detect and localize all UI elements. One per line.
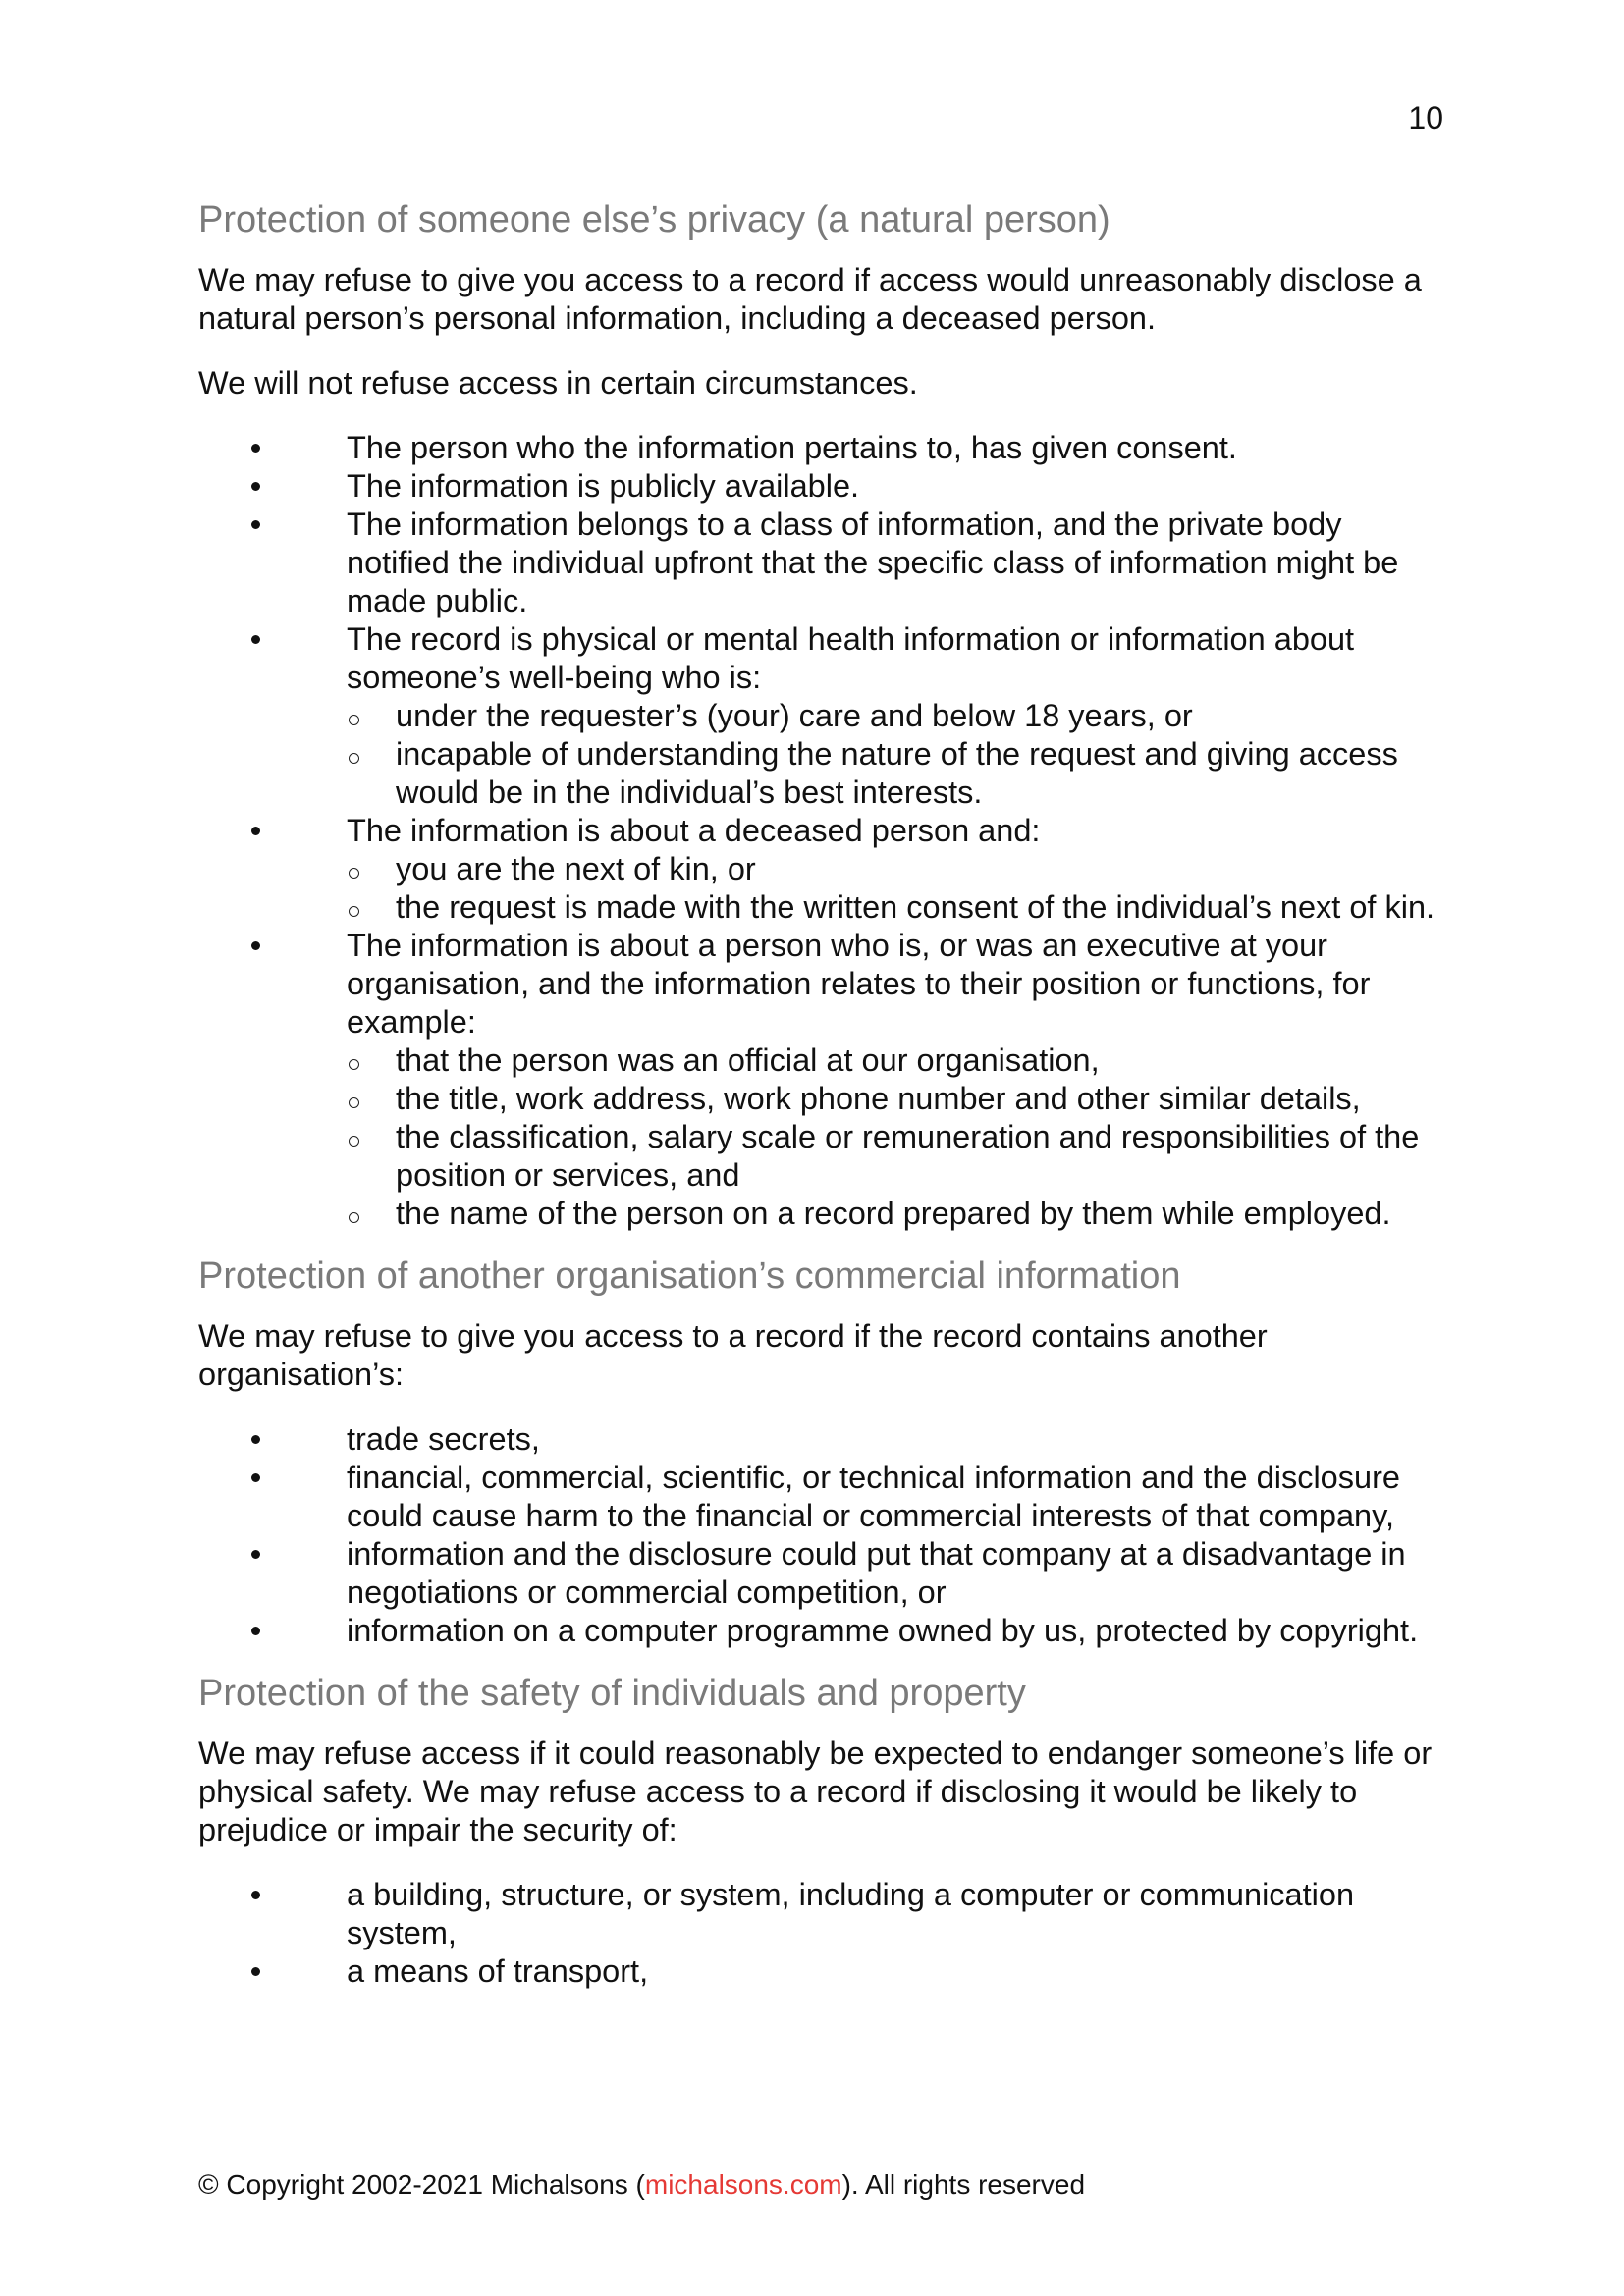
list-item xyxy=(198,1876,1445,1952)
section-privacy xyxy=(198,196,1445,1233)
bullet-list xyxy=(198,1420,1445,1650)
page-number: 10 xyxy=(1408,100,1443,135)
bullet-icon xyxy=(251,520,260,529)
paragraph: We will not refuse access in certain circumstances. xyxy=(198,365,918,400)
sub-list-item-text: the name of the person on a record prepared by them while employed. xyxy=(396,1196,1391,1231)
list-item xyxy=(198,1952,1445,1991)
circle-bullet-icon xyxy=(349,1097,359,1108)
sub-list-item xyxy=(347,1195,1445,1233)
bullet-icon xyxy=(251,827,260,835)
list-item xyxy=(198,620,1445,812)
list-item-text: trade secrets, xyxy=(347,1421,540,1457)
bullet-list xyxy=(198,1876,1445,1991)
list-item xyxy=(198,506,1445,620)
sub-list-item-text: you are the next of kin, or xyxy=(396,851,756,886)
sub-list-item-text: incapable of understanding the nature of the request and giving access would be in the individual’s best interests. xyxy=(396,736,1398,810)
list-item xyxy=(198,1420,1445,1459)
bullet-list xyxy=(198,429,1445,1233)
sub-list-item xyxy=(347,1080,1445,1118)
bullet-icon xyxy=(251,635,260,644)
list-item-text: a building, structure, or system, including a computer or communication system, xyxy=(347,1877,1355,1950)
bullet-icon xyxy=(251,482,260,491)
paragraph: We may refuse access if it could reasonably be expected to endanger someone’s life or physical safety. We may refuse access to a record if disclosing it would be likely to prejudice or impair the security of: xyxy=(198,1735,1433,1847)
bullet-icon xyxy=(251,1891,260,1899)
bullet-icon xyxy=(251,1550,260,1559)
sub-list-item-text: that the person was an official at our organisation, xyxy=(396,1042,1100,1078)
section-heading: Protection of the safety of individuals and property xyxy=(198,1673,1026,1714)
list-item xyxy=(198,429,1445,467)
circle-bullet-icon xyxy=(349,1059,359,1070)
bullet-icon xyxy=(251,1967,260,1976)
sub-list-item xyxy=(347,888,1445,927)
sub-list xyxy=(347,697,1445,812)
circle-bullet-icon xyxy=(349,906,359,917)
section-heading: Protection of another organisation’s commercial information xyxy=(198,1255,1181,1297)
circle-bullet-icon xyxy=(349,753,359,764)
circle-bullet-icon xyxy=(349,1136,359,1147)
sub-list-item xyxy=(347,697,1445,735)
section-heading: Protection of someone else’s privacy (a natural person) xyxy=(198,199,1110,240)
footer-website-link[interactable]: michalsons.com xyxy=(644,2169,842,2200)
circle-bullet-icon xyxy=(349,1212,359,1223)
section-commercial-information xyxy=(198,1253,1445,1650)
footer-copyright xyxy=(198,2167,1085,2203)
sub-list-item xyxy=(347,1118,1445,1195)
paragraph: We may refuse to give you access to a record if the record contains another organisation’s: xyxy=(198,1318,1268,1392)
list-item-text: The information is publicly available. xyxy=(347,468,860,504)
sub-list-item xyxy=(347,850,1445,888)
list-item xyxy=(198,812,1445,927)
list-item-text: The record is physical or mental health information or information about someone’s well-being who is: xyxy=(347,621,1355,695)
sub-list-item xyxy=(347,1041,1445,1080)
footer-text-prefix: © Copyright 2002-2021 Michalsons ( xyxy=(198,2169,645,2200)
list-item xyxy=(198,1612,1445,1650)
list-item-text: financial, commercial, scientific, or technical information and the disclosure could cause harm to the financial or commercial interests of that company, xyxy=(347,1460,1400,1533)
sub-list-item-text: the classification, salary scale or remuneration and responsibilities of the position or services, and xyxy=(396,1119,1420,1193)
document-body xyxy=(198,196,1445,1991)
circle-bullet-icon xyxy=(349,868,359,879)
list-item xyxy=(198,1459,1445,1535)
bullet-icon xyxy=(251,941,260,950)
list-item-text: The information is about a deceased person and: xyxy=(347,813,1041,848)
paragraph: We may refuse to give you access to a record if access would unreasonably disclose a natural person’s personal information, including a deceased person. xyxy=(198,262,1422,336)
list-item xyxy=(198,1535,1445,1612)
bullet-icon xyxy=(251,1473,260,1482)
section-safety xyxy=(198,1670,1445,1991)
list-item-text: The information belongs to a class of information, and the private body notified the individual upfront that the specific class of information might be made public. xyxy=(347,507,1399,618)
list-item-text: a means of transport, xyxy=(347,1953,649,1989)
sub-list-item xyxy=(347,735,1445,812)
list-item xyxy=(198,927,1445,1233)
sub-list-item-text: the request is made with the written consent of the individual’s next of kin. xyxy=(396,889,1435,925)
bullet-icon xyxy=(251,1627,260,1635)
list-item-text: information on a computer programme owned by us, protected by copyright. xyxy=(347,1613,1419,1648)
list-item-text: The information is about a person who is, or was an executive at your organisation, and the information relates to their position or functions, for example: xyxy=(347,928,1371,1040)
bullet-icon xyxy=(251,1435,260,1444)
list-item xyxy=(198,467,1445,506)
sub-list-item-text: the title, work address, work phone number and other similar details, xyxy=(396,1081,1361,1116)
sub-list xyxy=(347,850,1445,927)
list-item-text: information and the disclosure could put that company at a disadvantage in negotiations or commercial competition, or xyxy=(347,1536,1406,1610)
sub-list-item-text: under the requester’s (your) care and below 18 years, or xyxy=(396,698,1193,733)
sub-list xyxy=(347,1041,1445,1233)
list-item-text: The person who the information pertains to, has given consent. xyxy=(347,430,1237,465)
bullet-icon xyxy=(251,444,260,453)
circle-bullet-icon xyxy=(349,715,359,725)
footer-text-suffix: ). All rights reserved xyxy=(841,2169,1086,2200)
